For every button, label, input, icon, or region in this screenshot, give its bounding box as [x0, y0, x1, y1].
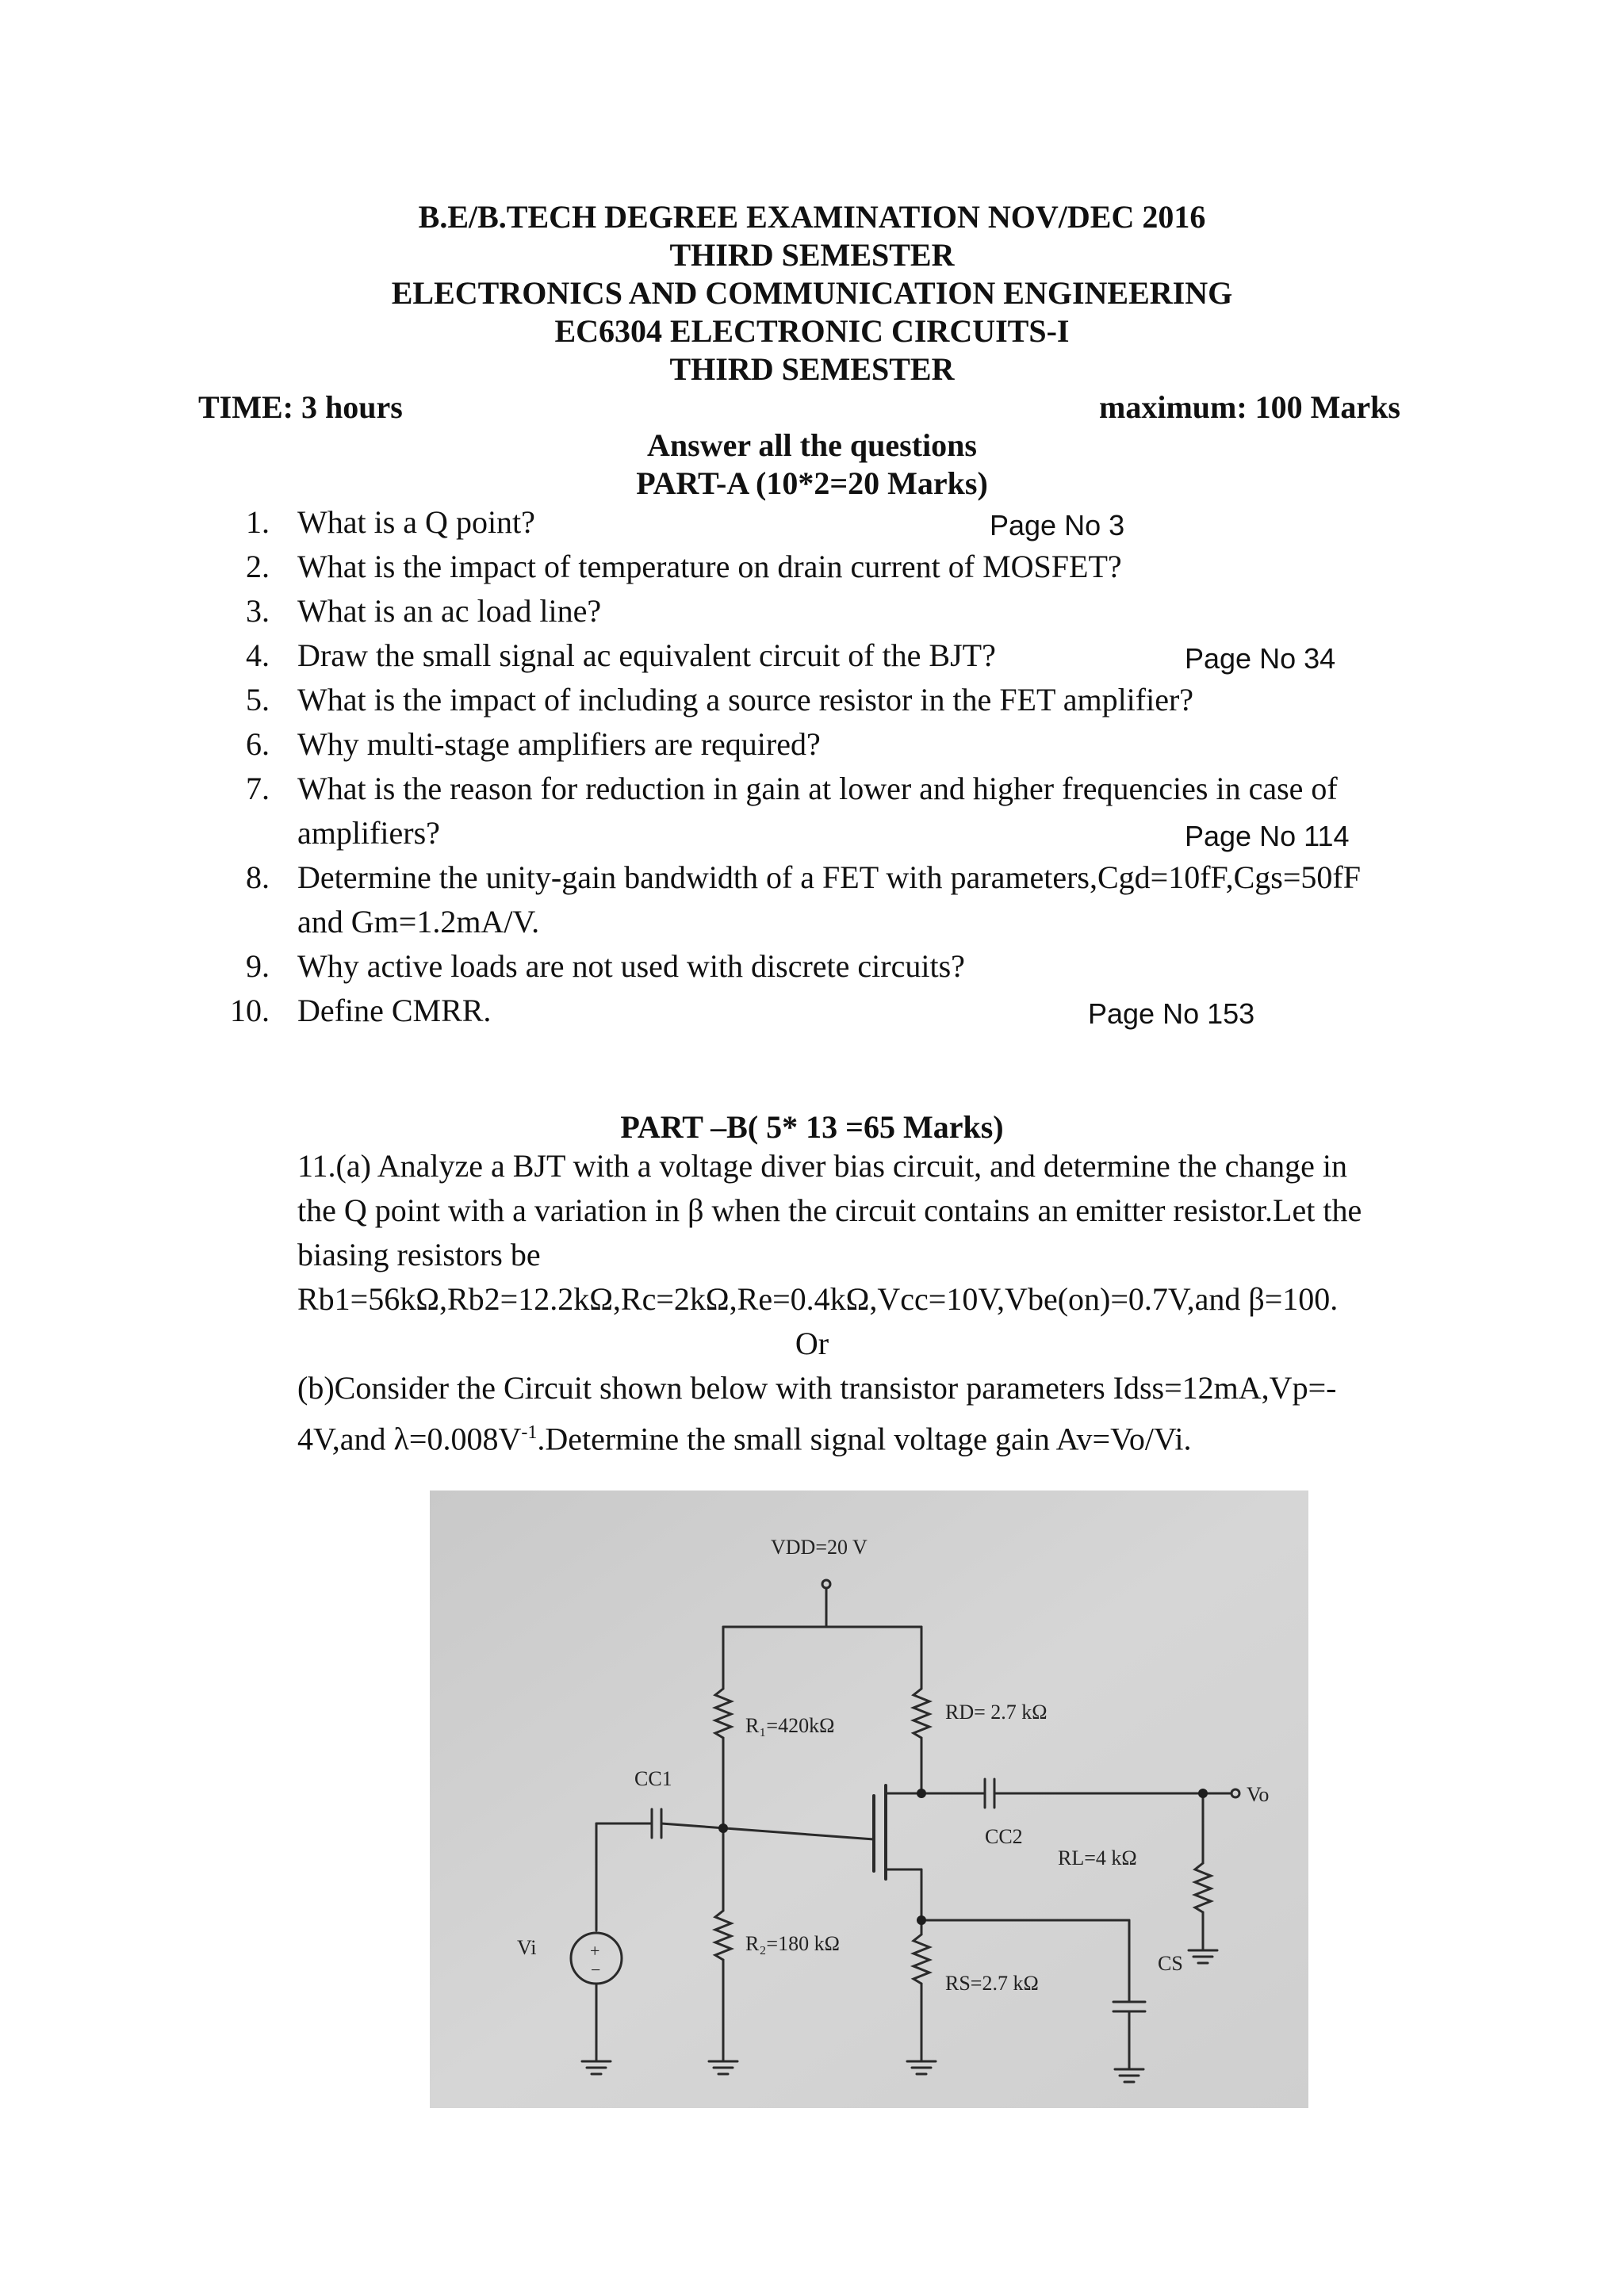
page-note: Page No 3 — [990, 509, 1125, 541]
part-b-title: PART –B( 5* 13 =65 Marks) — [620, 1109, 1004, 1145]
question-number: 5. — [246, 682, 270, 718]
question-number: 6. — [246, 726, 270, 762]
label-rl: RL=4 kΩ — [1058, 1846, 1137, 1869]
question-3 — [0, 589, 1624, 633]
label-cc1: CC1 — [634, 1767, 672, 1790]
junction-dot — [1198, 1789, 1208, 1798]
question-9 — [0, 944, 1624, 989]
label-vdd: VDD=20 V — [771, 1536, 868, 1559]
question-text: Determine the unity-gain bandwidth of a FET with parameters,Cgd=10fF,Cgs=50fF — [297, 859, 1361, 895]
question-number: 3. — [246, 593, 270, 629]
label-vo: Vo — [1247, 1783, 1270, 1806]
label-r1: R₁=420kΩ — [745, 1714, 835, 1737]
question-text: What is an ac load line? — [297, 593, 602, 629]
label-cc2: CC2 — [985, 1825, 1023, 1848]
q11a-line: Rb1=56kΩ,Rb2=12.2kΩ,Rc=2kΩ,Re=0.4kΩ,Vcc=10V,Vbe(on)=0.7V,and β=100. — [297, 1281, 1339, 1317]
question-number: 7. — [246, 771, 270, 806]
course-line: EC6304 ELECTRONIC CIRCUITS-I — [554, 313, 1070, 349]
exam-title: B.E/B.TECH DEGREE EXAMINATION NOV/DEC 2016 — [418, 199, 1206, 235]
question-text: Draw the small signal ac equivalent circuit of the BJT? — [297, 637, 996, 673]
question-number: 9. — [246, 948, 270, 984]
question-text: Define CMRR. — [297, 993, 492, 1028]
question-text: What is the impact of temperature on drain current of MOSFET? — [297, 549, 1122, 584]
question-text: What is a Q point? — [297, 504, 535, 540]
question-4 — [0, 633, 1624, 678]
label-rs: RS=2.7 kΩ — [945, 1972, 1039, 1995]
label-vi: Vi — [517, 1936, 537, 1959]
part-a-title: PART-A (10*2=20 Marks) — [636, 465, 988, 501]
semester-line: THIRD SEMESTER — [669, 237, 955, 273]
question-7 — [0, 767, 1624, 855]
max-marks-label: maximum: 100 Marks — [1099, 389, 1400, 425]
question-8 — [0, 855, 1624, 944]
label-r2: R₂=180 kΩ — [745, 1932, 840, 1955]
source-minus: − — [591, 1960, 601, 1980]
source-plus: + — [590, 1941, 600, 1961]
question-number: 2. — [246, 549, 270, 584]
label-cs: CS — [1158, 1952, 1183, 1975]
junction-dot — [917, 1915, 926, 1925]
q11a-line: biasing resistors be — [297, 1237, 541, 1272]
circuit-diagram — [430, 1490, 1308, 2108]
question-2 — [0, 545, 1624, 589]
question-text: Why multi-stage amplifiers are required? — [297, 726, 821, 762]
q11b-text-end: .Determine the small signal voltage gain Av=Vo/Vi. — [537, 1421, 1192, 1457]
exponent: -1 — [521, 1422, 538, 1443]
q11a-line: 11.(a) Analyze a BJT with a voltage diver bias circuit, and determine the change in — [297, 1148, 1347, 1184]
question-text-continued: amplifiers? — [297, 815, 440, 851]
question-1 — [0, 500, 1624, 545]
question-number: 1. — [246, 504, 270, 540]
question-text: What is the impact of including a source resistor in the FET amplifier? — [297, 682, 1194, 718]
department-line: ELECTRONICS AND COMMUNICATION ENGINEERING — [391, 275, 1233, 311]
q11b-line: (b)Consider the Circuit shown below with transistor parameters Idss=12mA,Vp=- — [297, 1370, 1337, 1406]
junction-dot — [718, 1823, 728, 1833]
q11b-line — [297, 1410, 1192, 1461]
question-text-continued: and Gm=1.2mA/V. — [297, 904, 540, 939]
page-note: Page No 153 — [1088, 997, 1255, 1030]
question-5 — [0, 678, 1624, 722]
question-text: What is the reason for reduction in gain at lower and higher frequencies in case of — [297, 771, 1338, 806]
q11a-line: the Q point with a variation in β when the circuit contains an emitter resistor.Let the — [297, 1192, 1362, 1228]
question-number: 4. — [246, 637, 270, 673]
question-text: Why active loads are not used with discrete circuits? — [297, 948, 965, 984]
page-note: Page No 34 — [1185, 642, 1336, 675]
semester-line-2: THIRD SEMESTER — [669, 351, 955, 387]
time-label: TIME: 3 hours — [198, 389, 403, 425]
question-6 — [0, 722, 1624, 767]
or-separator: Or — [795, 1326, 829, 1361]
question-number: 10. — [230, 993, 270, 1028]
question-number: 8. — [246, 859, 270, 895]
page-note: Page No 114 — [1185, 820, 1350, 852]
q11b-text: 4V,and λ=0.008V — [297, 1421, 522, 1457]
junction-dot — [917, 1789, 926, 1798]
photo-background — [430, 1490, 1308, 2108]
question-10 — [0, 989, 1624, 1033]
label-rd: RD= 2.7 kΩ — [945, 1701, 1048, 1724]
instruction: Answer all the questions — [647, 427, 977, 463]
